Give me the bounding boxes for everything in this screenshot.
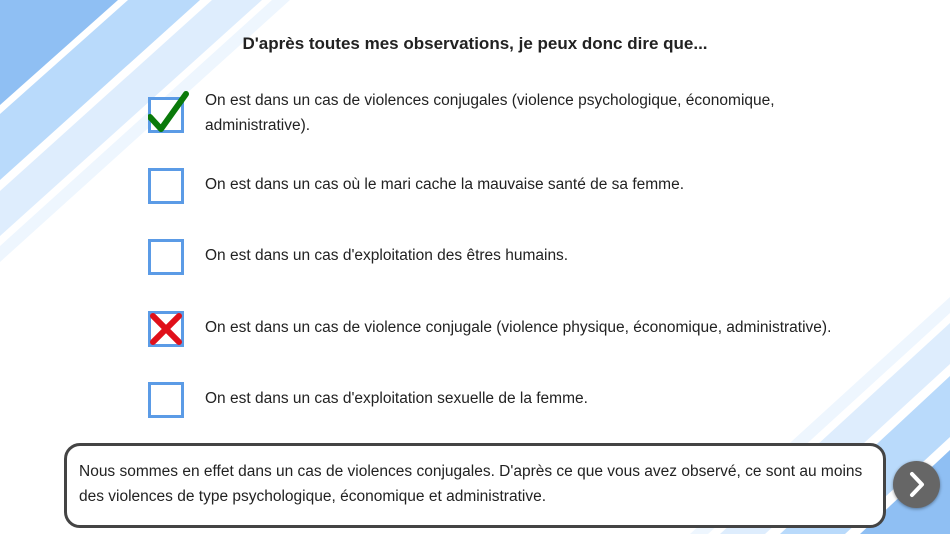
checkbox[interactable] — [148, 168, 184, 204]
chevron-right-icon — [893, 461, 940, 508]
option-label: On est dans un cas où le mari cache la mauvaise santé de sa femme. — [205, 176, 685, 193]
checkbox[interactable] — [148, 239, 184, 275]
feedback-box: Nous sommes en effet dans un cas de violences conjugales. D'après ce que vous avez observé, ce sont au moins des violences de type psychologique, économique et administrative. — [64, 443, 886, 528]
option-label: On est dans un cas d'exploitation des êtres humains. — [205, 247, 569, 264]
next-button[interactable] — [893, 461, 940, 508]
cross-icon — [148, 311, 184, 347]
checkmark-icon — [148, 91, 190, 135]
question-title: D'après toutes mes observations, je peux donc dire que... — [242, 34, 708, 53]
option-label: On est dans un cas de violence conjugale (violence physique, économique, administrative). — [205, 319, 832, 336]
checkbox[interactable] — [148, 382, 184, 418]
option-label: On est dans un cas de violences conjugales (violence psychologique, économique, administrative). — [205, 92, 775, 134]
option-label: On est dans un cas d'exploitation sexuelle de la femme. — [205, 390, 588, 407]
